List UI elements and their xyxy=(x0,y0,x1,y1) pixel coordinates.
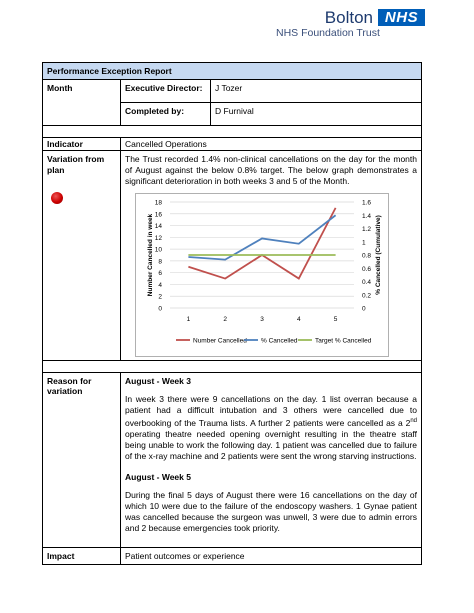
y-tick-label: 16 xyxy=(154,211,162,219)
y2-tick-label: 0.2 xyxy=(362,292,372,300)
impact-value: Patient outcomes or experience xyxy=(121,548,422,565)
cancellations-chart xyxy=(135,193,389,357)
y-tick-label: 4 xyxy=(158,281,162,289)
x-tick-label: 5 xyxy=(333,316,338,323)
y-axis-title: Number Cancelled in week xyxy=(147,213,154,297)
variation-cell xyxy=(43,151,121,361)
legend-label: % Cancelled xyxy=(261,337,298,345)
week3-text-b: operating theatre needed opening overnight resulting in the theatre staff being unable to work the following day. 1 patient was cancelled due to failure of the x-ray machine and 2 patients were sent the wrong starving instructions. xyxy=(125,428,417,461)
y-tick-label: 2 xyxy=(158,293,162,301)
week5-text: During the final 5 days of August there were 16 cancellations on the day of which 10 were due to the failure of the endoscopy washers. 1 Gynae patient was cancelled because the surgeon was unwell, 3 were due to admin errors and 2 because emergencies took priority. xyxy=(125,489,417,533)
variation-label: Variation from plan xyxy=(47,154,105,175)
y-tick-label: 18 xyxy=(154,199,162,207)
week3-sup: nd xyxy=(410,418,417,424)
impact-label: Impact xyxy=(43,548,121,565)
y2-tick-label: 0.4 xyxy=(362,279,372,286)
y2-tick-label: 0.6 xyxy=(362,265,372,273)
completed-by-value: D Furnival xyxy=(211,103,422,126)
month-label: Month xyxy=(43,80,121,126)
series-line-1 xyxy=(188,208,335,279)
y2-tick-label: 1.2 xyxy=(362,226,372,233)
x-tick-label: 3 xyxy=(260,316,264,323)
y2-tick-label: 1.4 xyxy=(362,212,372,220)
y-tick-label: 10 xyxy=(154,246,162,254)
indicator-value: Cancelled Operations xyxy=(121,138,422,151)
week3-text xyxy=(125,394,417,462)
x-tick-label: 2 xyxy=(223,316,228,323)
indicator-label: Indicator xyxy=(43,138,121,151)
completed-by-label: Completed by: xyxy=(121,103,211,126)
y-tick-label: 0 xyxy=(158,305,162,313)
y-tick-label: 6 xyxy=(158,270,162,278)
reason-content xyxy=(121,373,422,548)
week5-heading: August - Week 5 xyxy=(125,471,191,482)
red-status-icon xyxy=(51,192,63,204)
nhs-logo: NHS xyxy=(378,9,425,26)
y2-axis-title: % Cancelled (Cumulative) xyxy=(375,215,382,295)
page-header xyxy=(0,0,474,44)
y-tick-label: 8 xyxy=(158,258,162,266)
reason-label: Reason for variation xyxy=(43,373,121,548)
variation-text: The Trust recorded 1.4% non-clinical cancellations on the day for the month of August against the below 0.8% target. The below graph demonstrates a significant deterioration in both weeks 3 and 5 of the Month. xyxy=(125,154,417,186)
week3-text-a: In week 3 there were 9 cancellations on the day. 1 list overran because a patient had a difficult intubation and 3 others were cancelled due to overbooking of the Trauma lists. A further 2 patients were cancelled as a 2 xyxy=(125,394,417,428)
y2-tick-label: 1 xyxy=(362,239,366,247)
y2-tick-label: 0 xyxy=(362,305,366,313)
x-tick-label: 4 xyxy=(296,316,301,323)
x-tick-label: 1 xyxy=(186,316,191,323)
week3-heading: August - Week 3 xyxy=(125,376,191,386)
variation-content xyxy=(121,151,422,361)
y-tick-label: 12 xyxy=(154,234,162,242)
org-name: Bolton xyxy=(324,8,373,27)
performance-exception-report xyxy=(42,62,422,565)
exec-director-label: Executive Director: xyxy=(121,80,211,103)
y2-tick-label: 1.6 xyxy=(362,199,372,207)
chart-svg xyxy=(136,194,388,356)
legend-label: Number Cancelled xyxy=(193,337,247,345)
legend-label: Target % Cancelled xyxy=(315,337,372,345)
y2-tick-label: 0.8 xyxy=(362,252,372,260)
y-tick-label: 14 xyxy=(154,223,162,231)
exec-director-value: J Tozer xyxy=(211,80,422,103)
report-title: Performance Exception Report xyxy=(43,63,422,80)
org-subtitle: NHS Foundation Trust xyxy=(276,27,380,39)
